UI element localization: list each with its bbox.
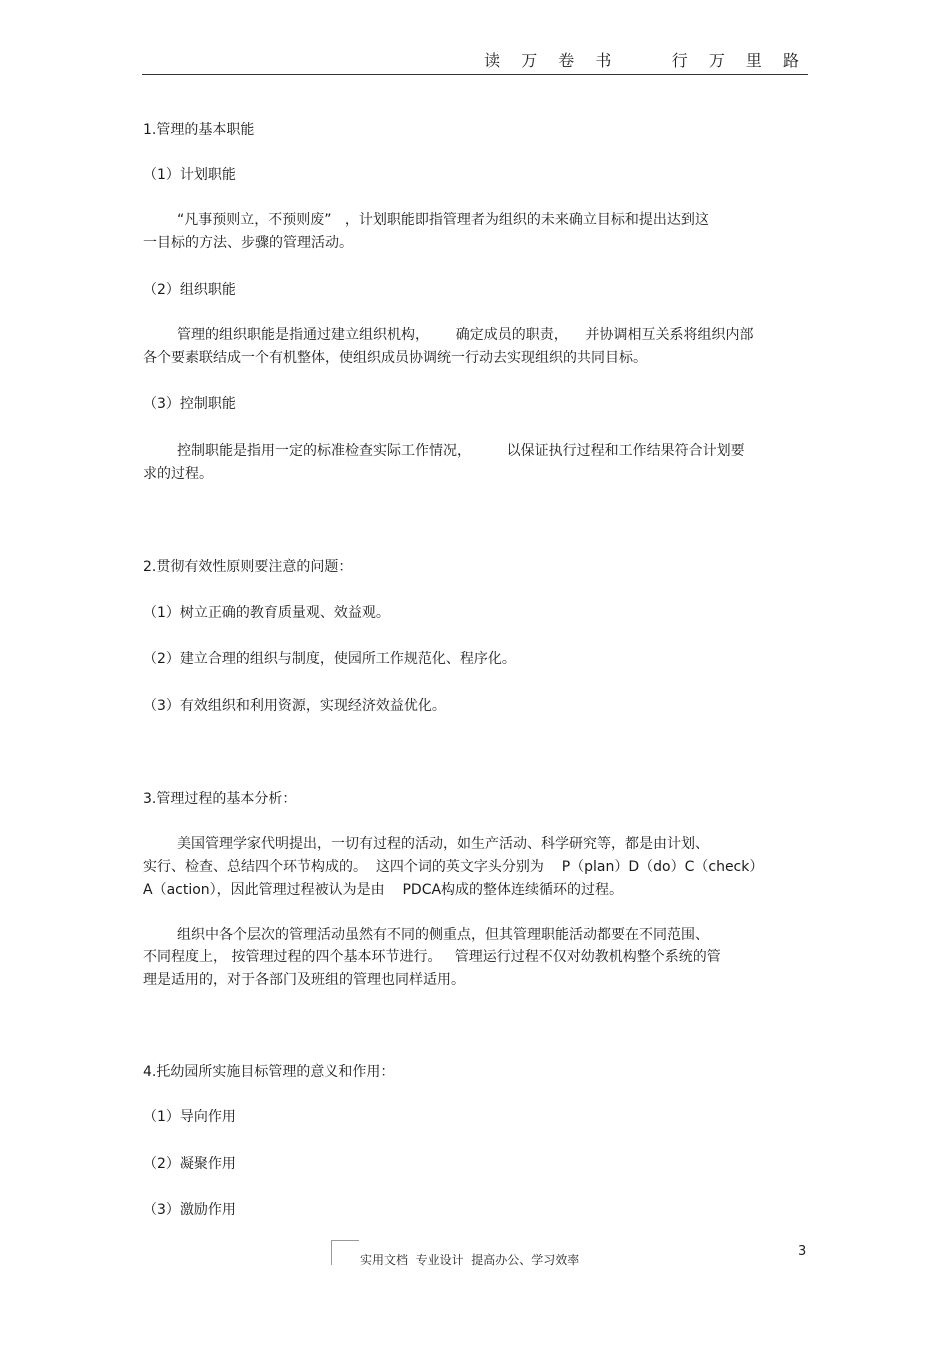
process-paragraph-1-line-2: 实行、检查、总结四个环节构成的。 这四个词的英文字头分别为 P（plan）D（do）C（check） <box>143 859 764 875</box>
principle-item-1: （1）树立正确的教育质量观、效益观。 <box>143 605 390 621</box>
page-header-title: 读 万 卷 书 行 万 里 路 <box>484 51 807 70</box>
process-paragraph-1-line-1: 美国管理学家代明提出，一切有过程的活动，如生产活动、科学研究等，都是由计划、 <box>177 836 709 852</box>
organize-function-text-line-1: 管理的组织职能是指通过建立组织机构， 确定成员的职责， 并协调相互关系将组织内部 <box>177 327 754 343</box>
plan-function-text-line-1: “凡事预则立，不预则废” ，计划职能即指管理者为组织的未来确立目标和提出达到这 <box>177 212 709 228</box>
organize-function-text-line-2: 各个要素联结成一个有机整体，使组织成员协调统一行动去实现组织的共同目标。 <box>143 350 647 366</box>
header-rule <box>142 74 808 75</box>
page-number: 3 <box>798 1244 807 1259</box>
process-paragraph-1-line-3: A（action），因此管理过程被认为是由 PDCA构成的整体连续循环的过程。 <box>143 882 624 898</box>
plan-function-label: （1）计划职能 <box>143 167 236 183</box>
goal-effect-item-3: （3）激励作用 <box>143 1202 236 1218</box>
principle-item-3: （3）有效组织和利用资源，实现经济效益优化。 <box>143 698 446 714</box>
control-function-text-line-2: 求的过程。 <box>143 466 213 482</box>
section-1-heading: 1.管理的基本职能 <box>143 122 255 138</box>
goal-effect-item-2: （2）凝聚作用 <box>143 1156 236 1172</box>
footer-box <box>331 1240 359 1265</box>
plan-function-text-line-2: 一目标的方法、步骤的管理活动。 <box>143 235 353 251</box>
section-2-heading: 2.贯彻有效性原则要注意的问题： <box>143 559 353 575</box>
principle-item-2: （2）建立合理的组织与制度，使园所工作规范化、程序化。 <box>143 651 516 667</box>
organize-function-label: （2）组织职能 <box>143 282 236 298</box>
control-function-text-line-1: 控制职能是指用一定的标准检查实际工作情况， 以保证执行过程和工作结果符合计划要 <box>177 443 745 459</box>
goal-effect-item-1: （1）导向作用 <box>143 1109 236 1125</box>
section-4-heading: 4.托幼园所实施目标管理的意义和作用： <box>143 1064 395 1080</box>
section-3-heading: 3.管理过程的基本分析： <box>143 791 297 807</box>
control-function-label: （3）控制职能 <box>143 396 236 412</box>
process-paragraph-2-line-2: 不同程度上， 按管理过程的四个基本环节进行。 管理运行过程不仅对幼教机构整个系统的管 <box>143 949 721 965</box>
footer-text: 实用文档 专业设计 提高办公、学习效率 <box>360 1253 580 1267</box>
process-paragraph-2-line-1: 组织中各个层次的管理活动虽然有不同的侧重点，但其管理职能活动都要在不同范围、 <box>177 927 709 943</box>
process-paragraph-2-line-3: 理是适用的，对于各部门及班组的管理也同样适用。 <box>143 972 465 988</box>
